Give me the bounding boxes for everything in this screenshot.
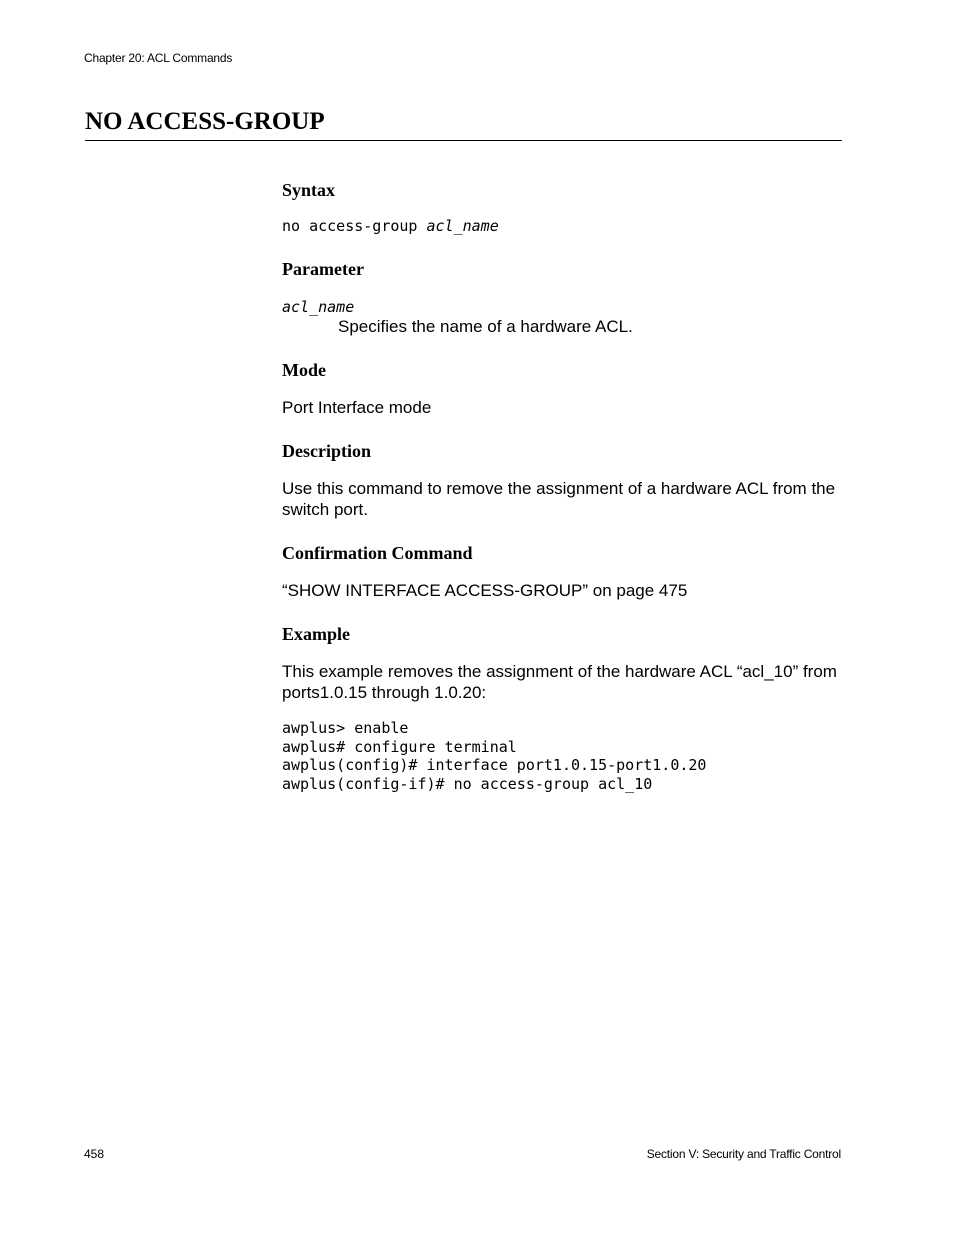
code-line: awplus# configure terminal [282, 737, 517, 756]
footer-section-title: Section V: Security and Traffic Control [646, 1147, 841, 1161]
example-text: This example removes the assignment of the hardware ACL “acl_10” from ports1.0.15 through 1.0.20: [282, 662, 837, 702]
description-text: Use this command to remove the assignment of a hardware ACL from the switch port. [282, 479, 836, 519]
code-line: awplus(config-if)# no access-group acl_10 [282, 775, 653, 794]
example-heading: Example [282, 624, 351, 644]
footer-page-number: 458 [84, 1147, 105, 1161]
page-title: NO ACCESS-GROUP [85, 108, 325, 135]
syntax-argument: acl_name [426, 217, 499, 235]
example-code-block [282, 719, 706, 794]
mode-heading: Mode [282, 360, 326, 380]
confirmation-link[interactable]: “SHOW INTERFACE ACCESS-GROUP” on page 475 [282, 581, 688, 600]
title-divider [85, 140, 842, 141]
syntax-line [282, 217, 499, 236]
parameter-description: Specifies the name of a hardware ACL. [338, 317, 633, 336]
confirmation-heading: Confirmation Command [282, 543, 473, 563]
description-heading: Description [282, 441, 371, 461]
mode-text: Port Interface mode [282, 398, 432, 417]
syntax-heading: Syntax [282, 180, 336, 200]
parameter-name: acl_name [282, 298, 355, 316]
syntax-command: no access-group [282, 217, 427, 235]
code-line: awplus(config)# interface port1.0.15-port1.0.20 [282, 756, 707, 775]
parameter-heading: Parameter [282, 259, 364, 279]
code-line: awplus> enable [282, 719, 409, 737]
running-header-chapter: Chapter 20: ACL Commands [84, 51, 233, 65]
